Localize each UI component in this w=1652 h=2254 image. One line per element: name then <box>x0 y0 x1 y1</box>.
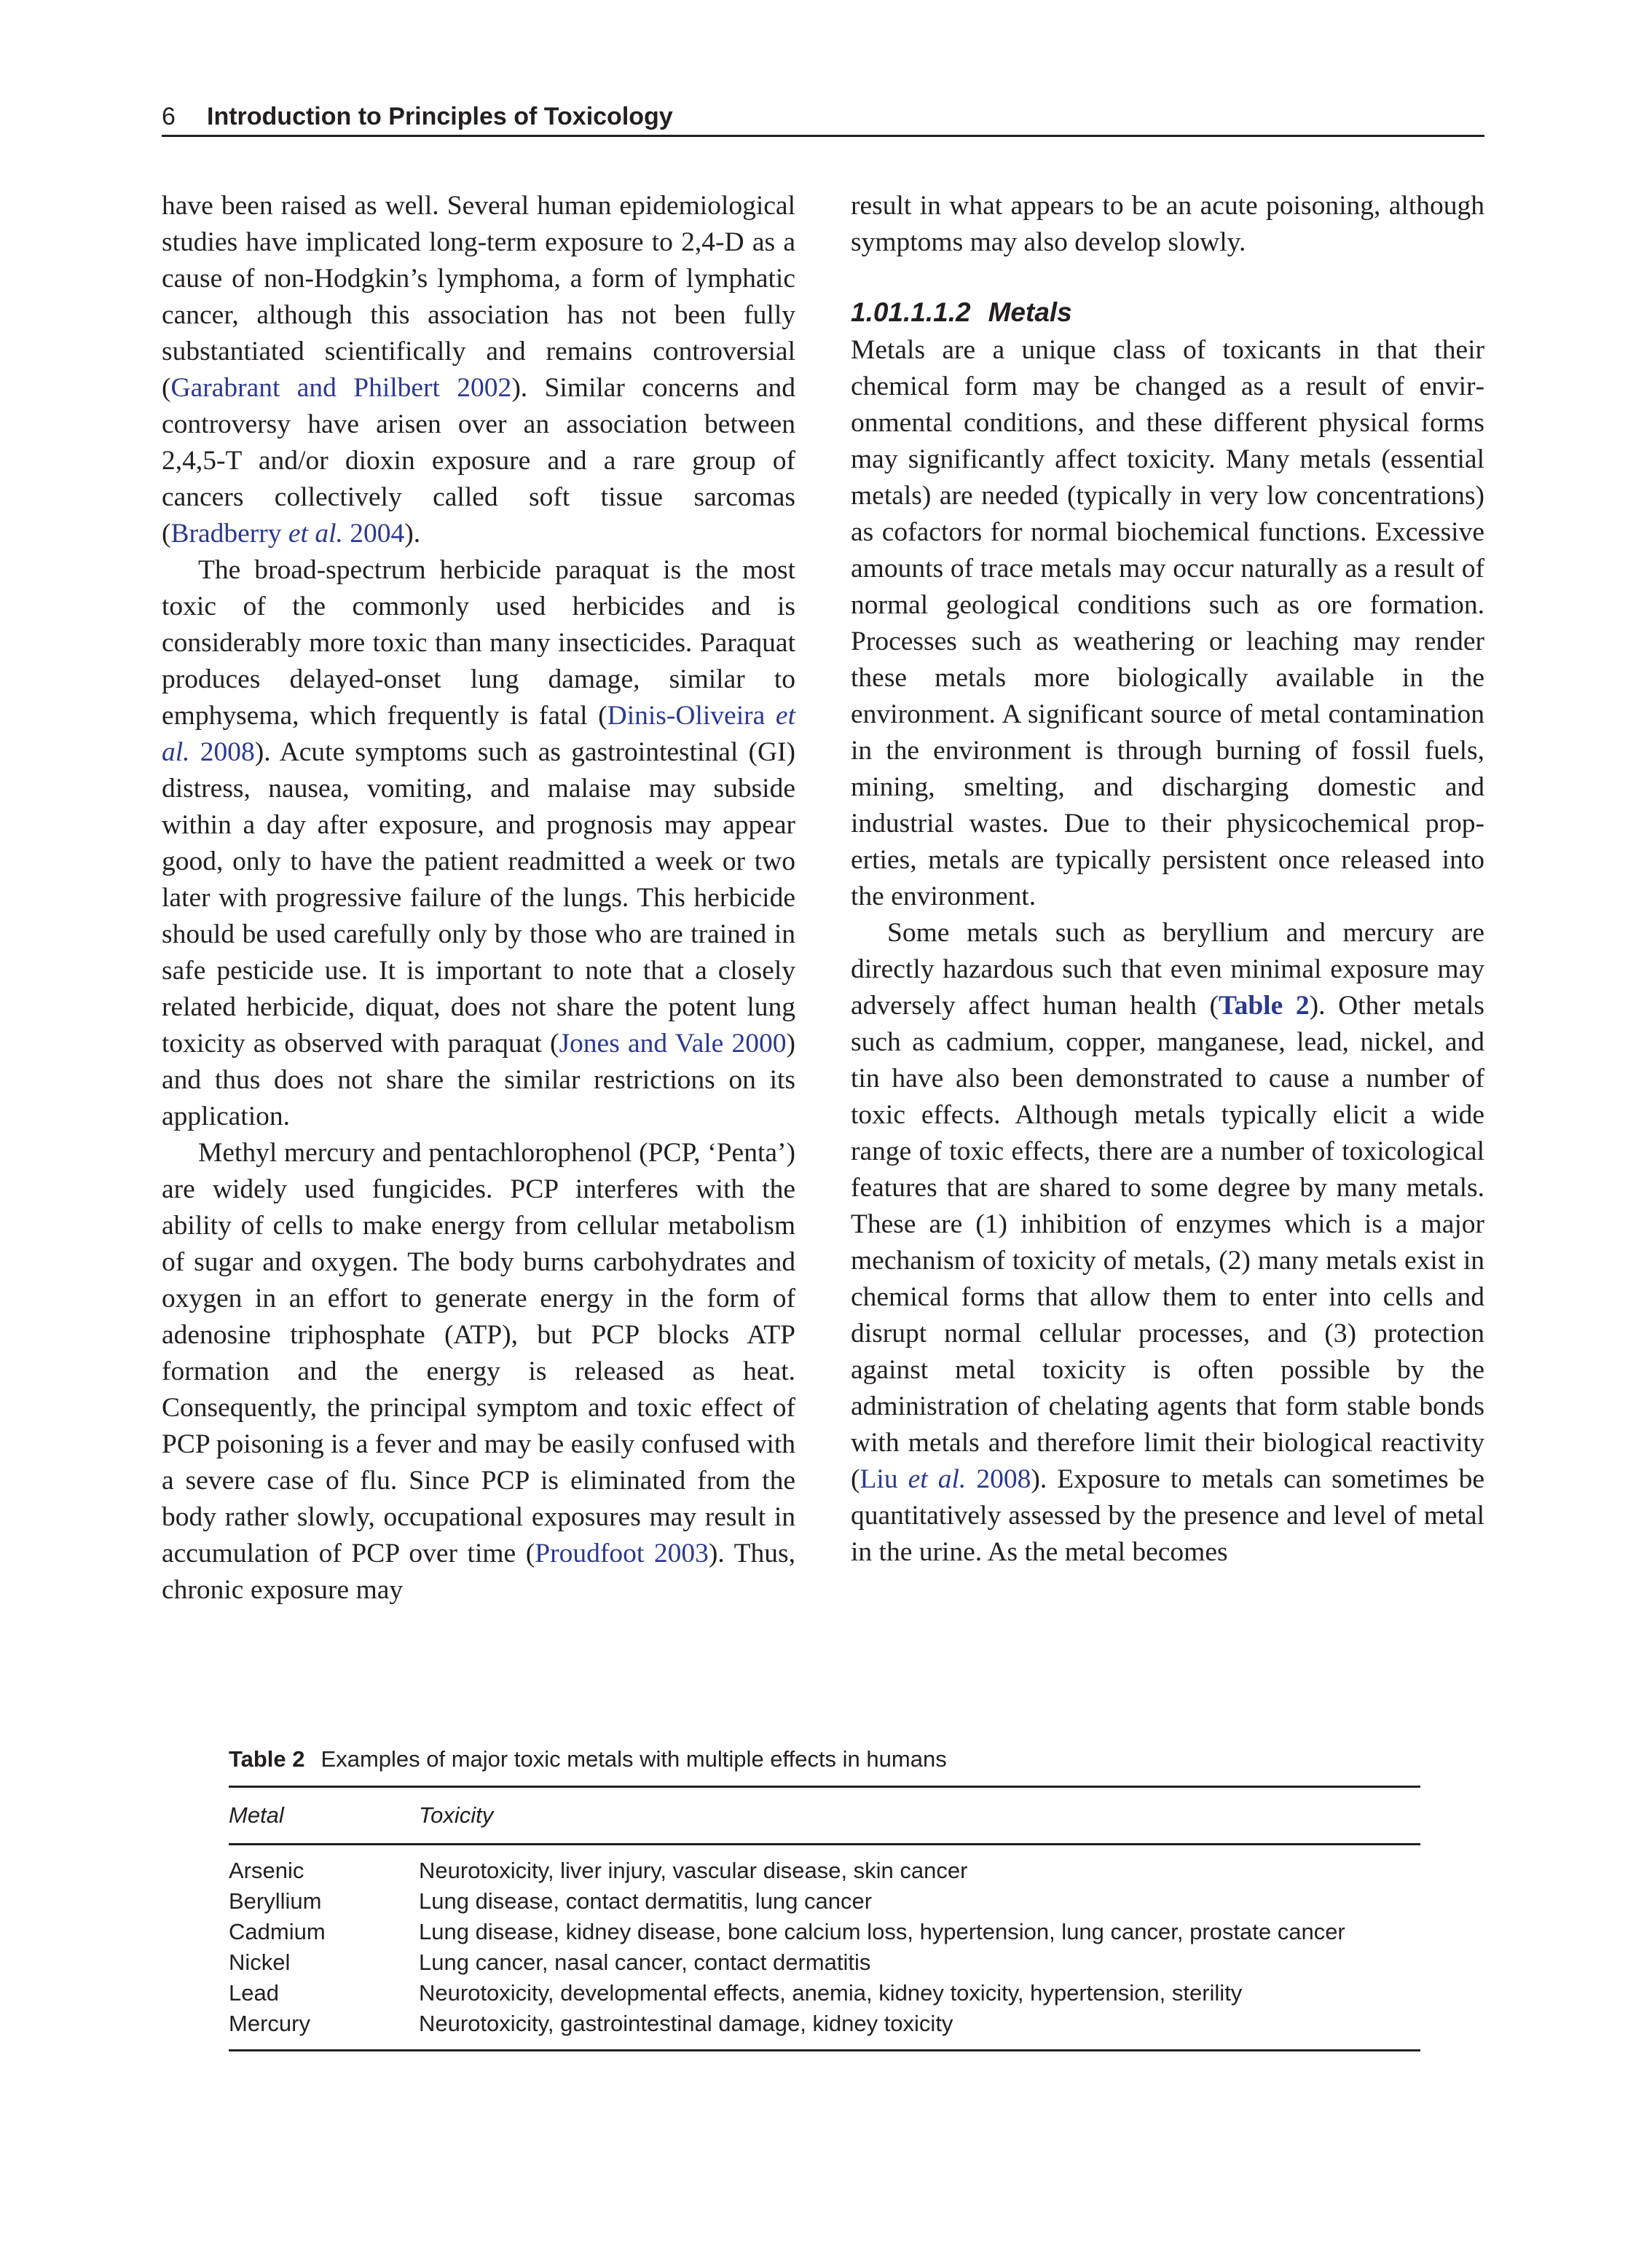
section-title: Metals <box>988 297 1072 327</box>
toxicity-cell: Lung disease, contact dermatitis, lung cancer <box>419 1888 873 1914</box>
running-header <box>162 99 1484 140</box>
table-label: Table 2 <box>229 1746 305 1772</box>
table-reference-link[interactable]: Table 2 <box>1219 991 1310 1021</box>
table-row <box>229 2008 1420 2039</box>
page-number: 6 <box>162 103 176 130</box>
table-row <box>229 1856 1420 1886</box>
column-header-metal: Metal <box>229 1802 284 1828</box>
citation-link[interactable]: Garabrant and Philbert 2002 <box>170 373 512 403</box>
metal-cell: Arsenic <box>229 1858 304 1883</box>
metal-cell: Nickel <box>229 1949 291 1975</box>
table-row <box>229 1978 1420 2008</box>
table-caption <box>229 1745 1420 1786</box>
citation-link[interactable]: Jones and Vale 2000 <box>559 1029 787 1059</box>
citation-link[interactable]: Bradberry et al. 2004 <box>170 519 405 549</box>
metal-cell: Lead <box>229 1980 279 2006</box>
table-rule-bottom <box>229 2049 1420 2051</box>
metal-cell: Mercury <box>229 2011 310 2036</box>
toxicity-cell: Neurotoxicity, gastrointestinal damage, kidney toxicity <box>419 2011 953 2036</box>
table-body <box>229 1856 1420 2039</box>
toxicity-cell: Lung cancer, nasal cancer, contact dermatitis <box>419 1949 871 1975</box>
paragraph-metals-intro: Metals are a unique class of toxicants in that their chemical form may be changed as a result of environmental conditions, and these different physical forms may significantly affect toxicity. Many metals (essential metals) are needed (typically in very low concentrations) as cofactors for normal biochemical functions. Excessive amounts of trace metals may occur naturally as a result of normal geological conditions such as ore formation. Processes such as weathering or leaching may render these metals more biologically available in the environment. A significant source of metal contamination in the environment is through burning of fossil fuels, mining, smelting, and discharging domestic and industrial wastes. Due to their physicochemical properties, metals are typically persistent once released into the environment. <box>851 335 1484 911</box>
table-row <box>229 1886 1420 1917</box>
table-caption-text: Examples of major toxic metals with multiple effects in humans <box>320 1746 947 1772</box>
paragraph-paraquat: The broad-spectrum herbicide paraquat is the most toxic of the commonly used herbicides and is considerably more toxic than many insecticides. Paraquat produces delayed-onset lung damage, similar to emphysema, which frequently is fatal (Dinis-Oliveira et al. 2008). Acute symptoms such as gastrointestinal (GI) distress, nausea, vomiting, and malaise may subside within a day after exposure, and prognosis may appear good, only to have the patient readmitted a week or two later with progressive failure of the lungs. This herbicide should be used carefully only by those who are trained in safe pesticide use. It is important to note that a closely related herbicide, diquat, does not share the potent lung toxicity as observed with paraquat (Jones and Vale 2000) and thus does not share the similar restrictions on its application. <box>162 555 795 1131</box>
section-heading <box>851 297 1484 329</box>
column-header-toxicity: Toxicity <box>419 1802 494 1828</box>
toxicity-cell: Neurotoxicity, developmental effects, anemia, kidney toxicity, hypertension, sterility <box>419 1980 1243 2006</box>
table-rule-mid <box>229 1843 1420 1845</box>
table-row <box>229 1917 1420 1947</box>
metal-cell: Cadmium <box>229 1919 326 1944</box>
toxicity-cell: Lung disease, kidney disease, bone calcium loss, hypertension, lung cancer, prostate cancer <box>419 1919 1345 1944</box>
running-title: Introduction to Principles of Toxicology <box>207 103 673 130</box>
citation-link[interactable]: Proudfoot 2003 <box>535 1539 709 1568</box>
paragraph-pcp: Methyl mercury and pentachlorophenol (PCP, ‘Penta’) are widely used fungicides. PCP interferes with the ability of cells to make energy from cellular metabolism of sugar and oxygen. The body burns carbohydrates and oxygen in an effort to generate energy in the form of adenosine triphosphate (ATP), but PCP blocks ATP formation and the energy is released as heat. Consequently, the principal symptom and toxic effect of PCP poisoning is a fever and may be easily confused with a severe case of flu. Since PCP is eliminated from the body rather slowly, occupational exposures may result in accumulation of PCP over time (Proudfoot 2003). Thus, chronic exposure may <box>162 1138 796 1605</box>
left-column <box>162 188 795 1609</box>
toxic-metals-table <box>229 1745 1420 2051</box>
paragraph-continued: result in what appears to be an acute poisoning, although symptoms may also develop slowly. <box>851 191 1484 257</box>
toxicity-cell: Neurotoxicity, liver injury, vascular disease, skin cancer <box>419 1858 968 1883</box>
header-rule <box>162 135 1484 137</box>
section-number: 1.01.1.1.2 <box>851 297 971 327</box>
table-header-row <box>229 1788 1420 1843</box>
citation-link[interactable]: Dinis-Oliveira et al. 2008 <box>162 701 795 767</box>
right-column <box>851 188 1484 1571</box>
paragraph-2-4-d: have been raised as well. Several human epidemiological studies have implicated long-term exposure to 2,4-D as a cause of non-Hodgkin’s lymphoma, a form of lymphatic cancer, although this association has not been fully substantiated scientifically and remains controversial (Garabrant and Philbert 2002). Similar concerns and controversy have arisen over an association between 2,4,5-T and/or dioxin exposure and a rare group of cancers collectively called soft tissue sarcomas (Bradberry et al. 2004). <box>162 191 796 549</box>
paragraph-metals-effects: Some metals such as beryllium and mercury are directly hazardous such that even minimal exposure may adversely affect human health (Table 2). Other metals such as cadmium, copper, manganese, lead, nickel, and tin have also been demonstrated to cause a number of toxic effects. Although metals typically elicit a wide range of toxic effects, there are a number of toxicological features that are shared to some degree by many metals. These are (1) inhibition of enzymes which is a major mechanism of toxicity of metals, (2) many metals exist in chemical forms that allow them to enter into cells and disrupt normal cellular processes, and (3) protection against metal toxicity is often possible by the administration of chelating agents that form stable bonds with metals and therefore limit their biological reactivity (Liu et al. 2008). Exposure to metals can sometimes be quantitatively assessed by the presence and level of metal in the urine. As the metal becomes <box>851 918 1484 1567</box>
citation-link[interactable]: Liu et al. 2008 <box>860 1464 1031 1494</box>
metal-cell: Beryllium <box>229 1888 322 1914</box>
table-row <box>229 1947 1420 1978</box>
